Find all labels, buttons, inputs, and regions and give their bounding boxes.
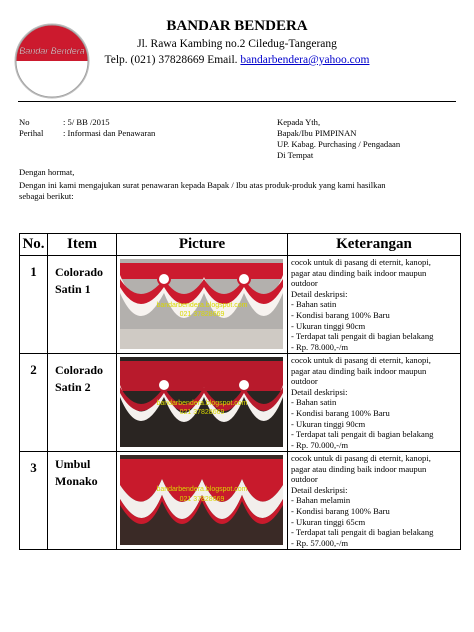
item-name [48, 354, 117, 452]
desc-line: cocok untuk di pasang di eternit, kanopi, [291, 453, 431, 463]
photo-watermark: bandarbendera.blogspot.com [156, 400, 248, 407]
product-picture [117, 354, 288, 452]
item-name-line: Colorado [55, 265, 103, 279]
perihal-value: : Informasi dan Penawaran [63, 128, 156, 138]
desc-line: - Kondisi barang 100% Baru [291, 407, 390, 418]
no-value: : 5/ BB /2015 [63, 117, 110, 127]
desc-line: Detail deskripsi: [291, 288, 348, 299]
desc-line: Detail deskripsi: [291, 484, 348, 495]
recipient-block [277, 117, 400, 161]
row-number: 2 [20, 354, 48, 452]
row-number: 1 [20, 256, 48, 354]
recipient-line: Bapak/Ibu PIMPINAN [277, 128, 357, 138]
email-link[interactable]: bandarbendera@yahoo.com [240, 54, 370, 66]
recipient-line: Kepada Yth, [277, 117, 321, 127]
no-label: No [19, 117, 30, 127]
logo-text: Bandar Bendera [19, 46, 85, 56]
item-name-line: Satin 2 [55, 380, 91, 394]
desc-line: pagar atau dinding baik indoor maupun [291, 463, 427, 474]
product-picture [117, 256, 288, 354]
desc-line: - Kondisi barang 100% Baru [291, 505, 390, 516]
intro-line: Dengan ini kami mengajukan surat penawaran kepada Bapak / Ibu atas produk-produk yang kami hasilkan [19, 180, 386, 190]
item-name-line: Monako [55, 474, 98, 488]
table-header-row [20, 234, 461, 256]
product-photo-colorado-2 [120, 357, 283, 447]
perihal-label: Perihal [19, 128, 44, 138]
desc-line: - Terdapat tali pengait di bagian belakang [291, 429, 434, 440]
desc-line: - Bahan satin [291, 299, 337, 310]
header-divider [18, 101, 456, 102]
desc-line: cocok untuk di pasang di eternit, kanopi, [291, 355, 431, 365]
product-photo-colorado-1 [120, 259, 283, 349]
company-contact [0, 54, 474, 66]
intro-line: sebagai berikut: [19, 191, 74, 201]
desc-line: pagar atau dinding baik indoor maupun [291, 365, 427, 376]
desc-line: - Ukuran tinggi 90cm [291, 418, 366, 429]
header-no: No. [20, 234, 48, 256]
phone-text: Telp. (021) 37828669 Email. [104, 54, 241, 66]
item-name-line: Umbul [55, 457, 91, 471]
desc-line: - Bahan satin [291, 397, 337, 408]
row-number: 3 [20, 452, 48, 550]
photo-watermark-phone: 021 37828669 [179, 409, 225, 416]
header-keterangan: Keterangan [288, 234, 461, 256]
header-picture: Picture [117, 234, 288, 256]
desc-line: Detail deskripsi: [291, 386, 348, 397]
item-name [48, 256, 117, 354]
desc-line: cocok untuk di pasang di eternit, kanopi, [291, 257, 431, 267]
item-description [288, 256, 461, 354]
product-photo-umbul-monako [120, 455, 283, 545]
company-address: Jl. Rawa Kambing no.2 Ciledug-Tangerang [137, 38, 337, 50]
desc-line: outdoor [291, 474, 318, 485]
desc-line: - Ukuran tinggi 90cm [291, 320, 366, 331]
item-name-line: Colorado [55, 363, 103, 377]
desc-line: pagar atau dinding baik indoor maupun [291, 267, 427, 278]
item-price: - Rp. 70.000,-/m [291, 439, 349, 450]
table-row [20, 256, 461, 354]
recipient-line: UP. Kabag. Purchasing / Pengadaan [277, 139, 401, 149]
photo-watermark-phone: 021 37828669 [179, 311, 225, 318]
desc-line: - Terdapat tali pengait di bagian belakang [291, 527, 434, 538]
table-row [20, 452, 461, 550]
recipient-line: Di Tempat [277, 150, 314, 160]
item-name [48, 452, 117, 550]
photo-watermark: bandarbendera.blogspot.com [156, 302, 248, 309]
photo-watermark: bandarbendera.blogspot.com [156, 486, 248, 493]
greeting: Dengan hormat, [19, 167, 75, 177]
desc-line: - Kondisi barang 100% Baru [291, 309, 390, 320]
item-description [288, 452, 461, 550]
desc-line: - Ukuran tinggi 65cm [291, 516, 366, 527]
item-description [288, 354, 461, 452]
desc-line: - Terdapat tali pengait di bagian belakang [291, 331, 434, 342]
product-picture [117, 452, 288, 550]
item-name-line: Satin 1 [55, 282, 91, 296]
desc-line: - Bahan melamin [291, 495, 351, 506]
table-row [20, 354, 461, 452]
item-price: - Rp. 57.000,-/m [291, 537, 349, 548]
photo-watermark-phone: 021 37828669 [179, 496, 225, 503]
desc-line: outdoor [291, 376, 318, 387]
item-price: - Rp. 78.000,-/m [291, 341, 349, 352]
header-item: Item [48, 234, 117, 256]
product-table [19, 233, 461, 550]
company-name: BANDAR BENDERA [166, 18, 308, 34]
desc-line: outdoor [291, 278, 318, 289]
